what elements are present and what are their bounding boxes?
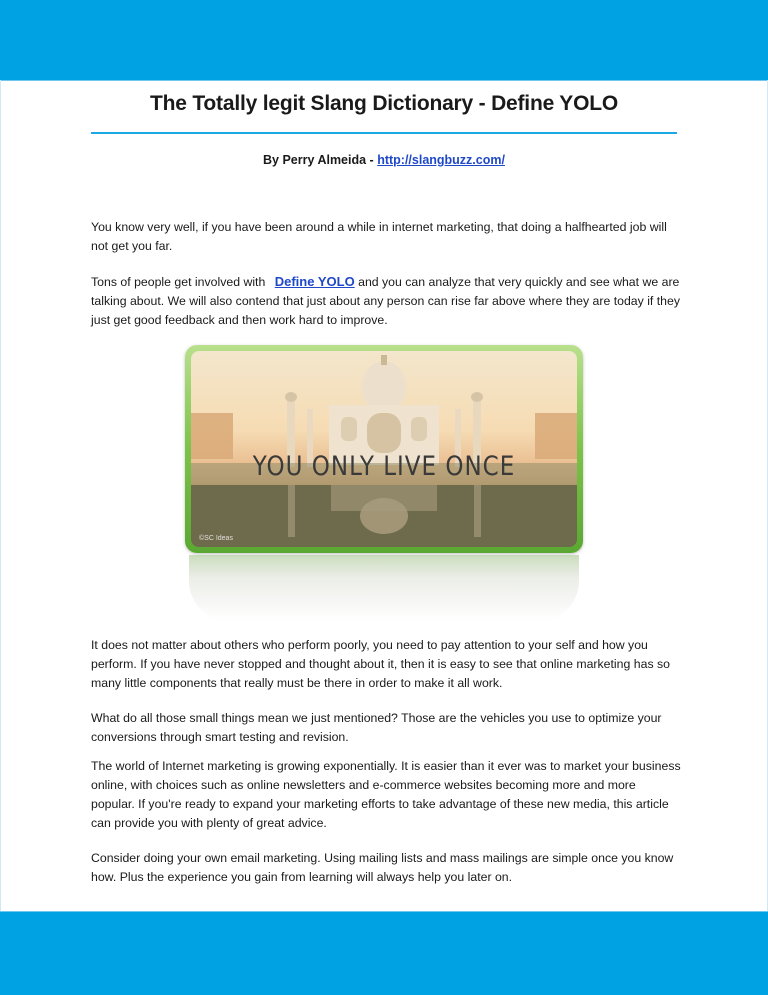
paragraph-4: What do all those small things mean we just mentioned? Those are the vehicles you use to optimize your conversions through smart testing and revision. [91,711,662,744]
paragraph-3: It does not matter about others who perform poorly, you need to pay attention to your self and how you perform. If you have never stopped and thought about it, then it is easy to see that online marketing has so many little components that really must be there in order to make it all work. [91,638,670,690]
byline [0,153,768,167]
paragraph-1: You know very well, if you have been around a while in internet marketing, that doing a halfhearted job will not get you far. [91,220,667,253]
title-divider [91,132,677,134]
taj-mahal-photo [191,351,577,547]
paragraph-2-after: and you can analyze that very quickly and see what we are talking about. We will also contend that just about any person can rise far above where they are today if they just get good feedback and then work hard to improve. [91,275,681,327]
image-watermark: ©SC Ideas [199,535,233,542]
byline-link[interactable]: http://slangbuzz.com/ [377,153,505,167]
byline-author: By Perry Almeida - [263,153,378,167]
paragraph-2-before: Tons of people get involved with [91,275,269,289]
page-edge-left [0,80,1,911]
paragraph-6: Consider doing your own email marketing. Using mailing lists and mass mailings are simple once you know how. Plus the experience you gain from learning will always help you later on. [91,851,674,884]
image-caption: YOU ONLY LIVE ONCE [252,452,516,482]
yolo-image-frame [185,345,583,553]
footer-band [0,911,768,995]
taj-mahal-illustration [191,351,577,547]
paragraph-2 [91,272,681,330]
paragraph-5: The world of Internet marketing is growing exponentially. It is easier than it ever was to market your business online, with choices such as online newsletters and e-commerce websites becoming more and more popular. If you're ready to expand your marketing efforts to take advantage of these new media, this article can provide you with plenty of great advice. [91,759,681,830]
document-title: The Totally legit Slang Dictionary - Define YOLO [149,92,619,115]
define-yolo-link[interactable]: Define YOLO [274,274,355,289]
image-reflection [189,555,579,621]
header-band [0,0,768,81]
